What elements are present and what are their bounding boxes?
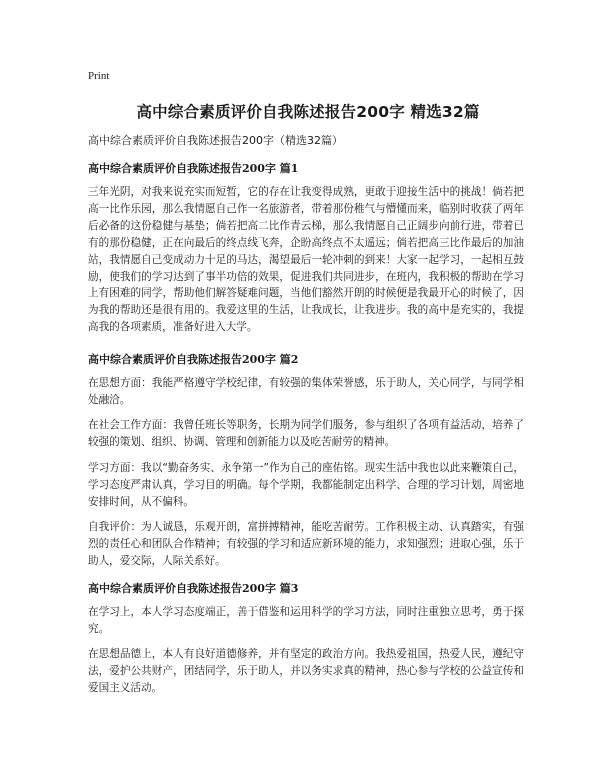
section-heading-1: 高中综合素质评价自我陈述报告200字 篇1 [88,162,299,175]
section-2-paragraph-2: 在社会工作方面：我曾任班长等职务，长期为同学们服务，参与组织了各项有益活动，培养了较强的策划、组织、协调、管理和创新能力以及吃苦耐劳的精神。 [88,419,524,448]
print-link[interactable]: Print [88,70,110,82]
section-heading-2: 高中综合素质评价自我陈述报告200字 篇2 [88,353,299,366]
section-3-paragraph-1: 在学习上，本人学习态度端正，善于借鉴和运用科学的学习方法，同时注重独立思考，勇于探究。 [88,606,524,635]
section-2-paragraph-4: 自我评价：为人诚恳，乐观开朗，富拼搏精神，能吃苦耐劳。工作积极主动、认真踏实，有强烈的责任心和团队合作精神；有较强的学习和适应新环境的能力，求知强烈；进取心强，乐于助人，爱交际，人际关系好。 [88,521,524,567]
section-1-paragraph-1: 三年光阴，对我来说充实而短暂，它的存在让我变得成熟，更敢于迎接生活中的挑战！倘若把高一比作乐园，那么我情愿自己作一名旅游者，带着那份稚气与懵懂而来，临别时收获了两年后必备的这份稳健与基垫；倘若把高二比作青云梯，那么我情愿自己正阔步向前行进，带着已有的那份稳健，正在向最后的终点线飞奔，企盼高终点不太遥远；倘若把高三比作最后的加油站，我情愿自己变成动力十足的马达，渴望最后一轮冲刺的到来！大家一起学习，一起相互鼓励，使我们的学习达到了事半功倍的效果，促进我们共同进步，在班内，我积极的帮助在学习上有困难的同学，帮助他们解答疑难问题，当他们豁然开朗的时候便是我最开心的时候了，因为我的帮助还是很有用的。我爱这里的生活，让我成长，让我进步。我的高中是充实的，我提高我的各项素质，准备好进入大学。 [88,186,524,334]
section-heading-3: 高中综合素质评价自我陈述报告200字 篇3 [88,582,299,595]
section-2-paragraph-3: 学习方面：我以“勤奋务实、永争第一”作为自己的座佑铭。现实生活中我也以此来鞭策自己，学习态度严肃认真，学习目的明确。每个学期，我都能制定出科学、合理的学习计划，周密地安排时间，从不偏科。 [88,462,524,508]
section-2-paragraph-1: 在思想方面：我能严格遵守学校纪律，有较强的集体荣誉感，乐于助人，关心同学，与同学相处融洽。 [88,377,524,406]
page-title: 高中综合素质评价自我陈述报告200字 精选32篇 [136,103,480,121]
section-3-paragraph-2: 在思想品德上，本人有良好道德修养，并有坚定的政治方向。我热爱祖国，热爱人民，遵纪守法，爱护公共财产，团结同学，乐于助人，并以务实求真的精神，热心参与学校的公益宣传和爱国主义活动。 [88,648,524,694]
document-subtitle: 高中综合素质评价自我陈述报告200字（精选32篇） [88,134,343,147]
